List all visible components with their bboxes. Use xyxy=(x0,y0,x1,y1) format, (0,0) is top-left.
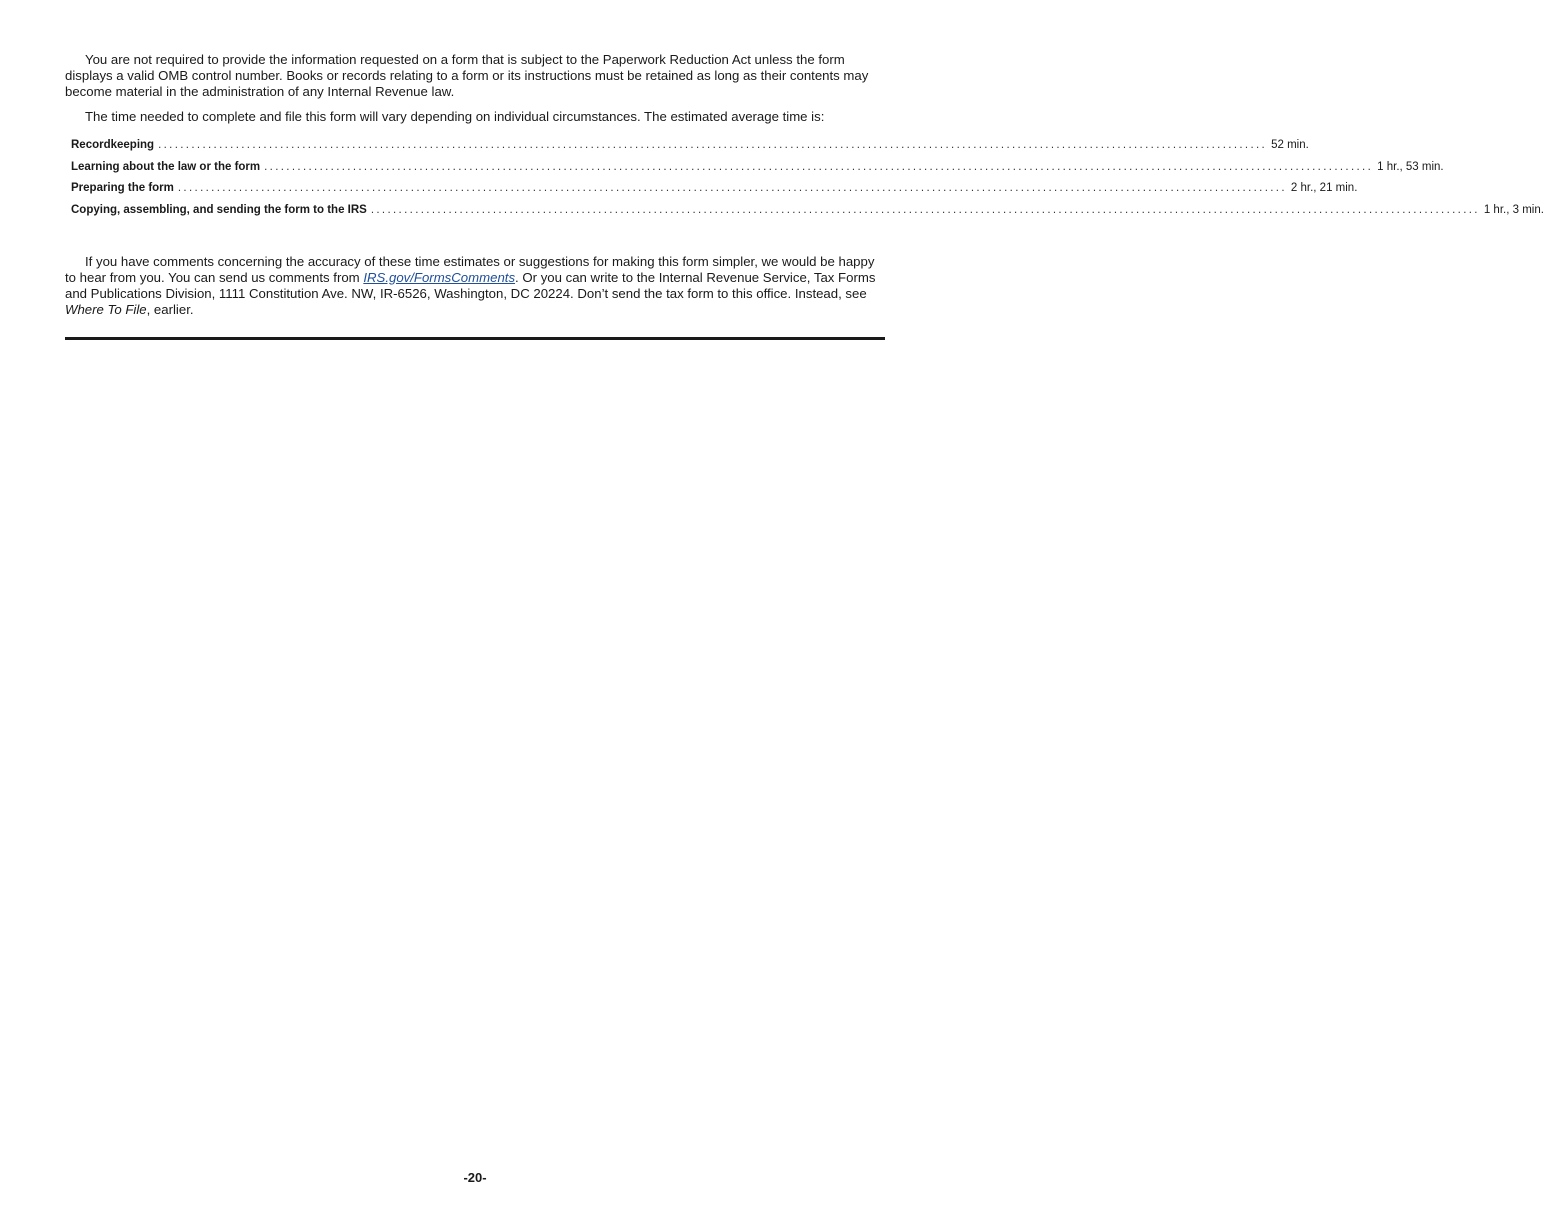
dot-leader: ........................................................................................................................................................................................................ xyxy=(158,139,1268,151)
comments-text-middle: . Or you can write to the Internal Revenue Service, Tax Forms and Publications Division, 1111 Constitution Ave. NW, IR-6526, Washington, DC 20224. Don’t send the tax form to this office. Instead, see xyxy=(65,269,876,301)
time-value: 1 hr., 3 min. xyxy=(1483,203,1544,216)
time-label: Learning about the law or the form xyxy=(71,160,261,173)
document-body xyxy=(65,52,1544,340)
page-number: -20- xyxy=(463,1170,487,1185)
where-to-file-reference: Where To File xyxy=(65,301,147,317)
time-value: 52 min. xyxy=(1271,139,1309,151)
time-estimates-table xyxy=(71,138,1544,217)
dot-leader: ........................................................................................................................................................................................................ xyxy=(264,160,1374,173)
time-value: 2 hr., 21 min. xyxy=(1290,182,1358,194)
time-row-recordkeeping xyxy=(71,138,1309,152)
comments-text-start: If you have comments concerning the accuracy of these time estimates or suggestions for making this form simpler, we would be happy to hear from you. You can send us comments from xyxy=(65,253,875,285)
time-row-preparing xyxy=(71,181,1358,195)
time-value: 1 hr., 53 min. xyxy=(1377,160,1444,173)
section-divider xyxy=(65,337,885,340)
forms-comments-link[interactable]: IRS.gov/FormsComments xyxy=(363,269,516,285)
time-row-learning xyxy=(71,160,1444,174)
paperwork-reduction-paragraph: You are not required to provide the information requested on a form that is subject to the Paperwork Reduction Act unless the form displays a valid OMB control number. Books or records relating to a form or its instructions must be retained as long as their contents may become material in the administration of any Internal Revenue law. xyxy=(65,52,869,99)
dot-leader: ........................................................................................................................................................................................................ xyxy=(370,203,1480,216)
comments-text-end: , earlier. xyxy=(146,301,194,317)
time-row-copying xyxy=(71,203,1544,217)
dot-leader: ........................................................................................................................................................................................................ xyxy=(177,182,1287,194)
time-label: Recordkeeping xyxy=(71,139,155,151)
time-label: Copying, assembling, and sending the form to the IRS xyxy=(71,203,367,216)
time-estimate-intro: The time needed to complete and file this form will vary depending on individual circumstances. The estimated average time is: xyxy=(85,109,825,124)
comments-paragraph xyxy=(65,254,885,318)
time-label: Preparing the form xyxy=(71,182,174,194)
